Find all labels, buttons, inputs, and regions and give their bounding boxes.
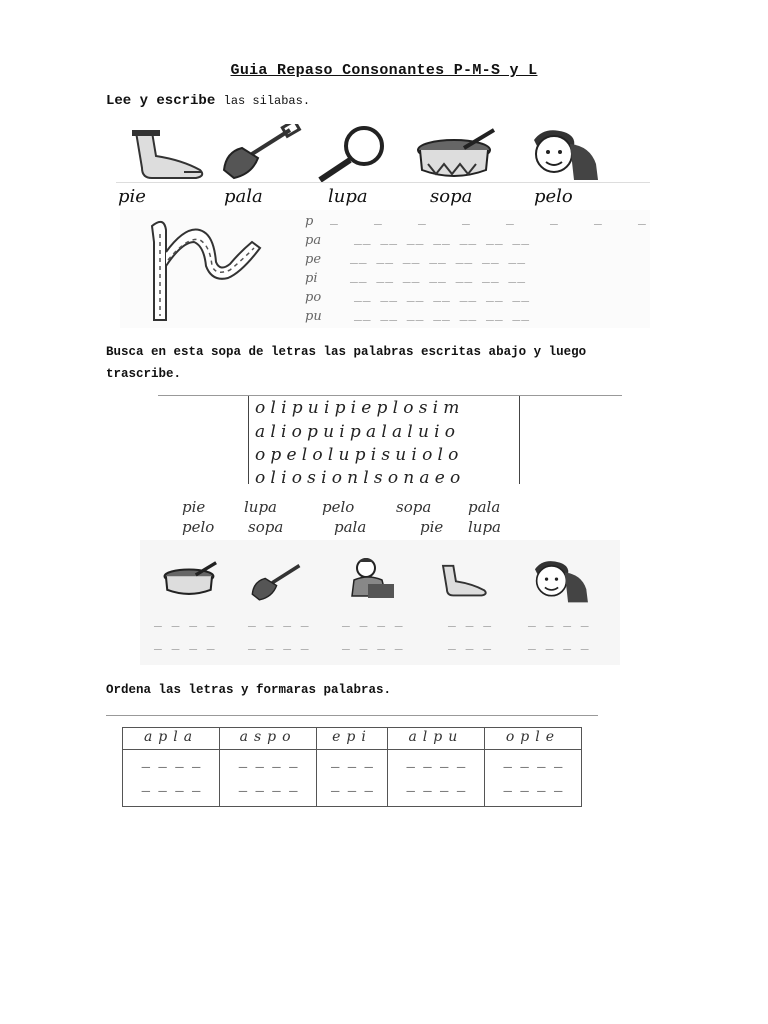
answer-cell[interactable]: _ _ _ _ _ _ _ _ bbox=[387, 750, 484, 807]
boy-hair-icon bbox=[518, 556, 590, 604]
writing-blank: _ _ _ _ bbox=[342, 637, 404, 652]
scrambled-word: ople bbox=[484, 728, 581, 750]
boy-eating-icon bbox=[348, 556, 398, 600]
scrambled-word: epi bbox=[317, 728, 388, 750]
word-search-grid bbox=[248, 396, 520, 484]
syllable-label: pa bbox=[305, 233, 322, 248]
scrambled-word: alpu bbox=[387, 728, 484, 750]
syllable-label: pi bbox=[305, 271, 318, 286]
boy-hair-icon bbox=[514, 124, 600, 182]
syllable-label: po bbox=[305, 290, 322, 305]
search-word: pie bbox=[420, 518, 444, 536]
writing-blanks: _ _ _ _ _ _ _ _ bbox=[330, 212, 647, 227]
syllable-label: pu bbox=[305, 309, 322, 324]
writing-blank: _ _ _ _ bbox=[154, 614, 216, 629]
search-word: lupa bbox=[244, 498, 278, 516]
writing-blank: _ _ _ bbox=[448, 637, 493, 652]
letter-p-tracing-icon bbox=[134, 212, 266, 324]
divider bbox=[106, 715, 598, 716]
instruction-rest: las silabas. bbox=[223, 94, 311, 108]
page-title: Guia Repaso Consonantes P-M-S y L bbox=[230, 62, 538, 79]
search-word: sopa bbox=[248, 518, 284, 536]
scrambled-words-table bbox=[122, 727, 582, 807]
picture-word: pala bbox=[224, 186, 263, 207]
picture-word: pie bbox=[118, 186, 146, 207]
answer-cell[interactable]: _ _ _ _ _ _ _ _ bbox=[484, 750, 581, 807]
syllable-label: pe bbox=[305, 252, 322, 267]
instruction-order-letters: Ordena las letras y formaras palabras. bbox=[106, 683, 392, 697]
search-word: pie bbox=[182, 498, 206, 516]
answer-cell[interactable]: _ _ _ _ _ _ bbox=[317, 750, 388, 807]
writing-blank: _ _ _ _ bbox=[154, 637, 216, 652]
instruction-word-search: Busca en esta sopa de letras las palabras escritas abajo y luego trascribe. bbox=[106, 345, 587, 381]
writing-blanks: __ __ __ __ __ __ __ bbox=[350, 270, 527, 285]
picture-word: pelo bbox=[534, 186, 573, 207]
writing-blank: _ _ _ _ bbox=[528, 614, 590, 629]
table-answer-row bbox=[123, 750, 582, 807]
table-header-row bbox=[123, 728, 582, 750]
search-word: pelo bbox=[322, 498, 355, 516]
grid-row: aliopuipalaluio bbox=[255, 422, 461, 442]
writing-blank: _ _ _ _ bbox=[528, 637, 590, 652]
instruction-read-write bbox=[106, 93, 310, 109]
picture-word: sopa bbox=[430, 186, 473, 207]
writing-blanks: __ __ __ __ __ __ __ bbox=[354, 308, 531, 323]
search-word: pala bbox=[334, 518, 367, 536]
foot-icon bbox=[122, 128, 212, 180]
instruction-bold: Lee y escribe bbox=[106, 93, 216, 109]
grid-row: olipuipieplosim bbox=[255, 398, 465, 418]
writing-blank: _ _ _ _ bbox=[342, 614, 404, 629]
grid-row: oliosionlsonaeo bbox=[255, 468, 466, 484]
scrambled-word: aspo bbox=[220, 728, 317, 750]
answer-cell[interactable]: _ _ _ _ _ _ _ _ bbox=[220, 750, 317, 807]
answer-cell[interactable]: _ _ _ _ _ _ _ _ bbox=[123, 750, 220, 807]
picture-word: lupa bbox=[328, 186, 368, 207]
magnifying-glass-icon bbox=[312, 124, 396, 184]
writing-blank: _ _ _ bbox=[448, 614, 493, 629]
shovel-icon bbox=[248, 560, 308, 604]
search-word: pelo bbox=[182, 518, 215, 536]
writing-blank: _ _ _ _ bbox=[248, 637, 310, 652]
shovel-icon bbox=[218, 124, 302, 182]
search-word: lupa bbox=[468, 518, 502, 536]
divider bbox=[116, 182, 650, 183]
search-word: sopa bbox=[396, 498, 432, 516]
writing-blanks: __ __ __ __ __ __ __ bbox=[354, 232, 531, 247]
grid-row: opelolupisuiolo bbox=[255, 445, 464, 465]
scrambled-word: apla bbox=[123, 728, 220, 750]
soup-pot-icon bbox=[412, 126, 502, 182]
search-word: pala bbox=[468, 498, 501, 516]
soup-pot-icon bbox=[160, 560, 222, 598]
writing-blanks: __ __ __ __ __ __ __ bbox=[350, 251, 527, 266]
syllable-label: p bbox=[305, 214, 314, 229]
foot-icon bbox=[434, 562, 492, 598]
writing-blanks: __ __ __ __ __ __ __ bbox=[354, 289, 531, 304]
writing-blank: _ _ _ _ bbox=[248, 614, 310, 629]
